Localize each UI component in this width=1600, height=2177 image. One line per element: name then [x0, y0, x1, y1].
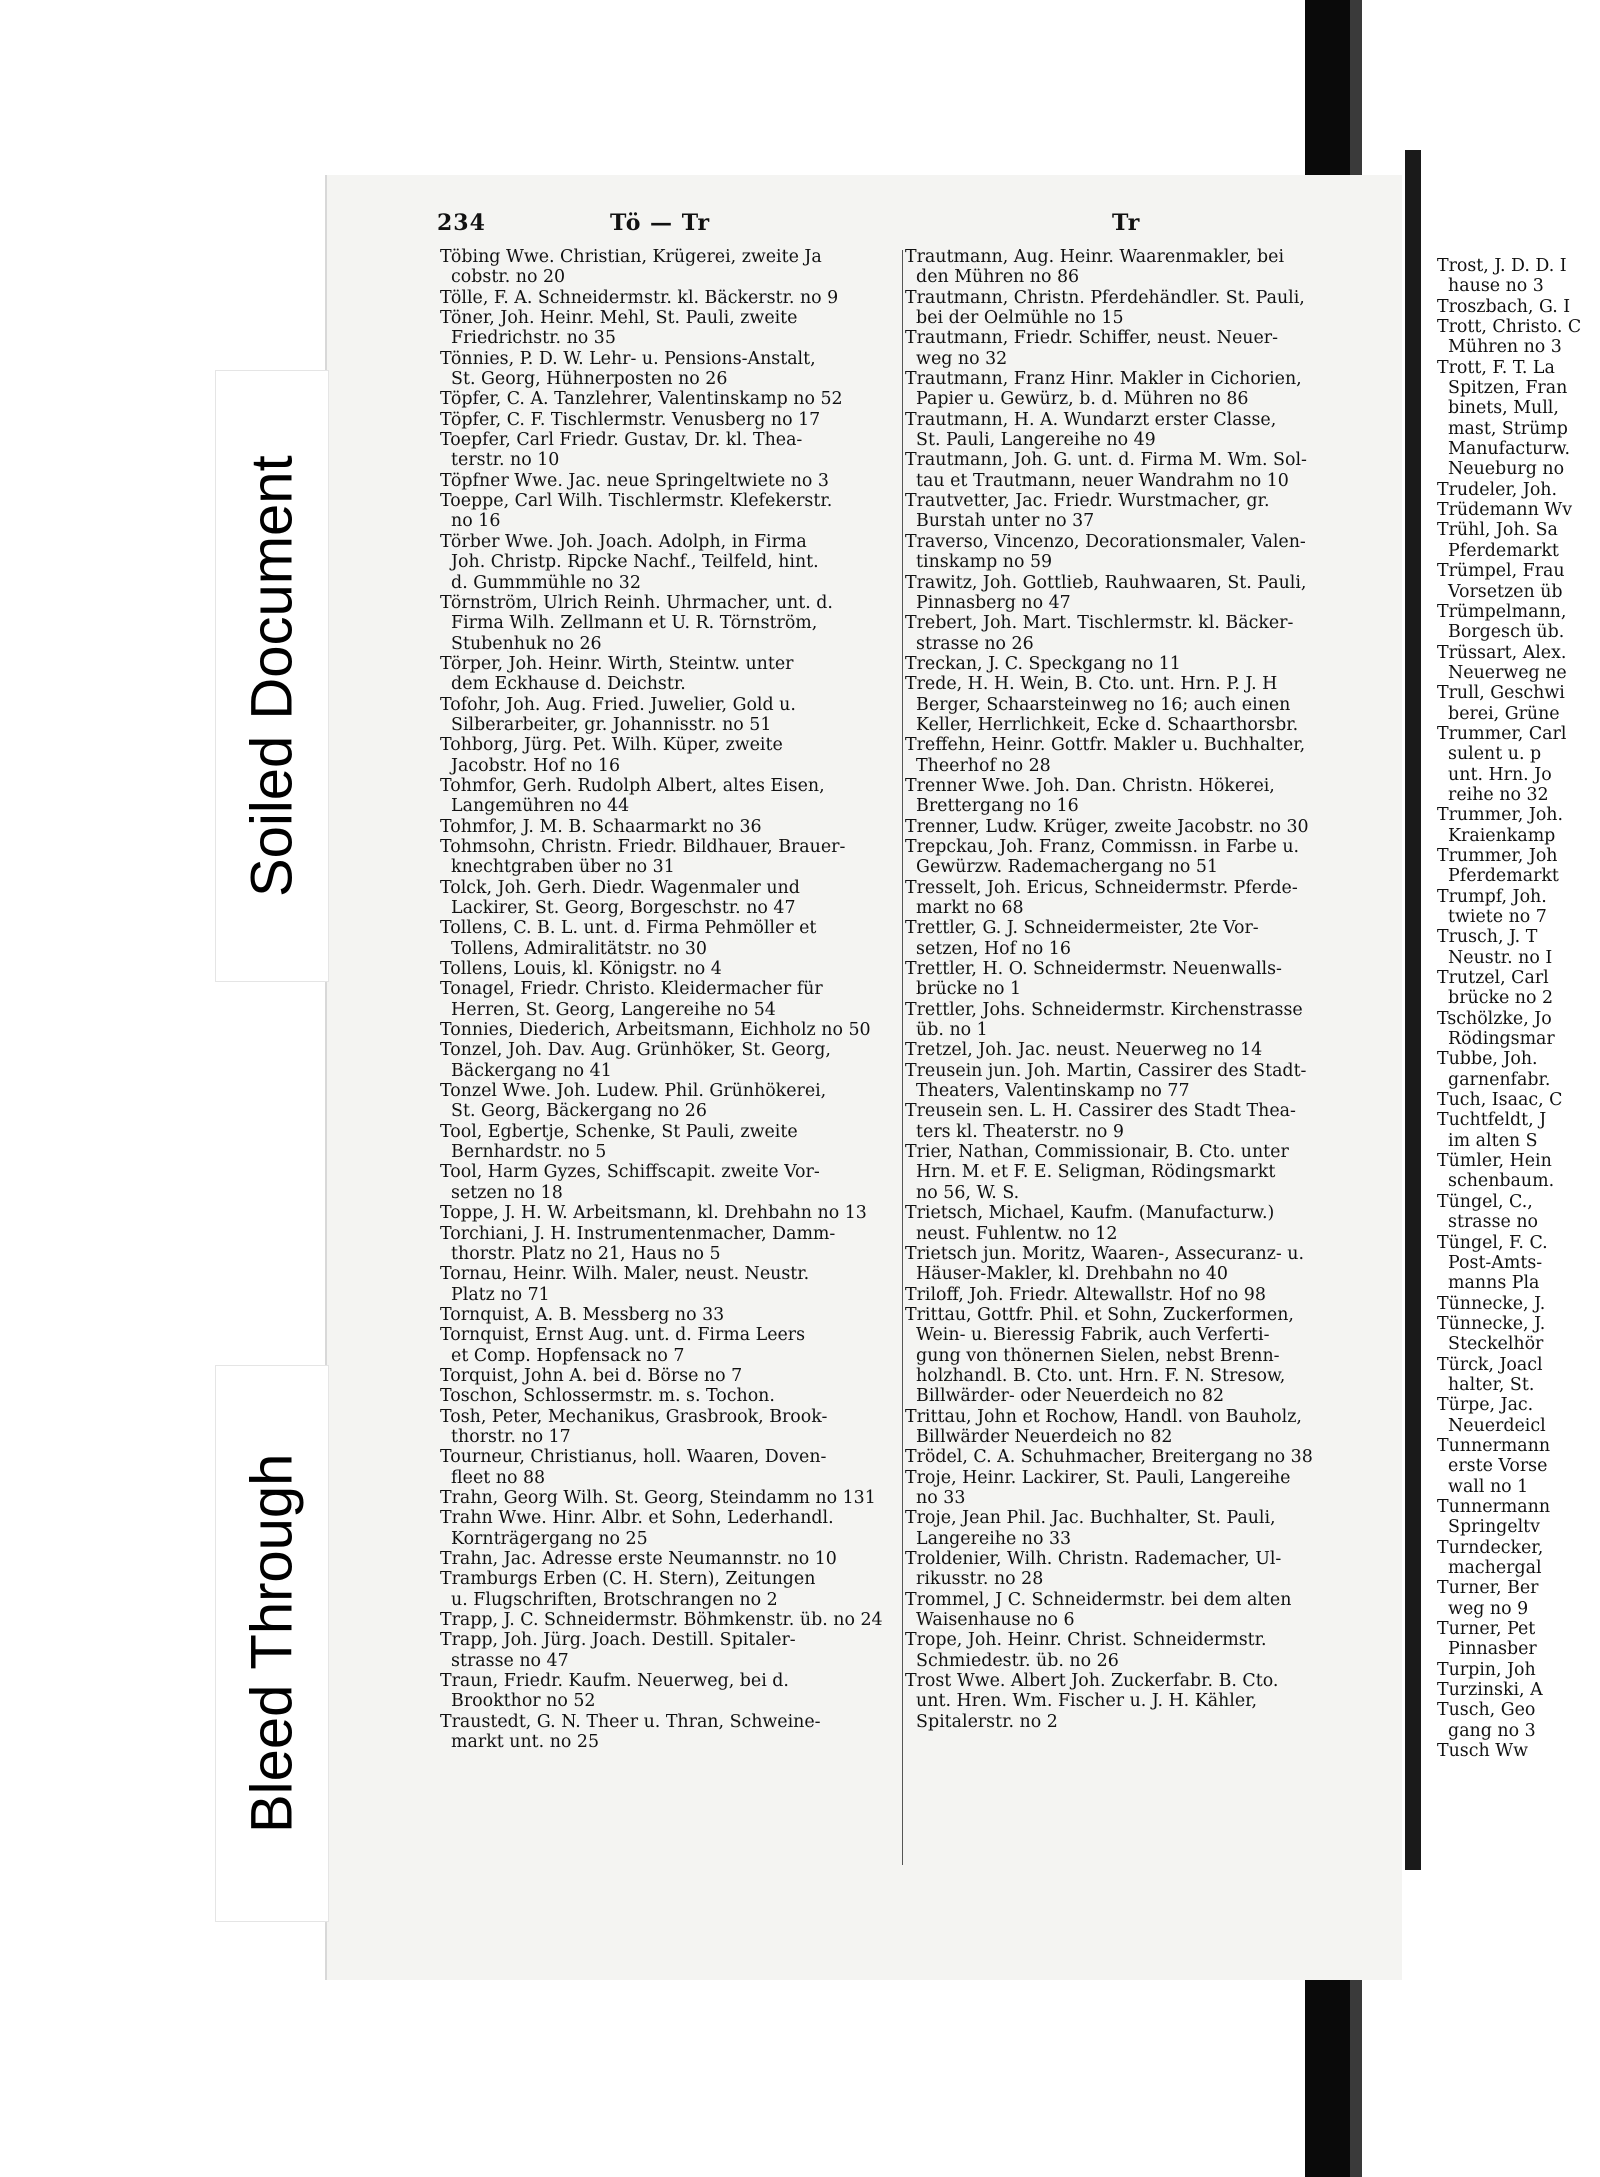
directory-entry-line: Tusch, Geo — [1437, 1700, 1536, 1721]
directory-entry-line: Tollens, Louis, kl. Königstr. no 4 — [440, 959, 722, 980]
directory-entry-line: St. Georg, Bäckergang no 26 — [440, 1101, 707, 1122]
directory-entry-line: Häuser-Makler, kl. Drehbahn no 40 — [905, 1264, 1228, 1285]
directory-entry-line: Neueburg no — [1437, 459, 1565, 480]
directory-entry-line: Tuch, Isaac, C — [1437, 1090, 1563, 1111]
directory-entry-line: Trier, Nathan, Commissionair, B. Cto. unter — [905, 1142, 1289, 1163]
directory-entry-line: Tonnies, Diederich, Arbeitsmann, Eichholz no 50 — [440, 1020, 871, 1041]
directory-entry-line: Stubenhuk no 26 — [440, 633, 602, 654]
directory-entry-line: Trautmann, Friedr. Schiffer, neust. Neuer- — [905, 328, 1278, 349]
directory-entry-line: et Comp. Hopfensack no 7 — [440, 1345, 685, 1366]
directory-entry-line: Tonagel, Friedr. Christo. Kleidermacher für — [440, 979, 823, 1000]
directory-entry-line: Keller, Herrlichkeit, Ecke d. Schaarthorsbr. — [905, 714, 1299, 735]
directory-entry-line: Papier u. Gewürz, b. d. Mühren no 86 — [905, 389, 1249, 410]
directory-entry-line: Tölle, F. A. Schneidermstr. kl. Bäckerstr. no 9 — [440, 287, 839, 308]
directory-entry-line: Trenner, Ludw. Krüger, zweite Jacobstr. no 30 — [905, 816, 1309, 837]
directory-entry-line: Trummer, Joh. — [1437, 805, 1564, 826]
directory-entry-line: Tohmfor, J. M. B. Schaarmarkt no 36 — [440, 816, 762, 837]
directory-entry-line: cobstr. no 20 — [440, 267, 566, 288]
directory-entry-line: Trost, J. D. D. I — [1437, 256, 1567, 276]
directory-entry-line: Tschölzke, Jo — [1437, 1008, 1552, 1029]
directory-entry-line: Töbing Wwe. Christian, Krügerei, zweite Ja — [440, 247, 822, 267]
directory-entry-line: schenbaum. — [1437, 1171, 1555, 1192]
directory-entry-line: Traverso, Vincenzo, Decorationsmaler, Valen- — [905, 531, 1306, 552]
directory-entry-line: Post-Amts- — [1437, 1252, 1543, 1273]
directory-entry-line: strasse no 47 — [440, 1650, 569, 1671]
right-column-entries — [1437, 256, 1600, 1761]
directory-entry-line: rikusstr. no 28 — [905, 1569, 1044, 1590]
directory-entry-line: Trope, Joh. Heinr. Christ. Schneidermstr. — [905, 1630, 1267, 1651]
directory-entry-line: Trittau, Gottfr. Phil. et Sohn, Zuckerformen, — [905, 1304, 1294, 1325]
directory-entry-line: Tunnermann — [1437, 1435, 1551, 1456]
directory-entry-line: Trietsch jun. Moritz, Waaren-, Assecuranz- u. — [905, 1243, 1305, 1264]
directory-entry-line: Tunnermann — [1437, 1496, 1551, 1517]
left-running-head: Tö — Tr — [610, 210, 711, 236]
directory-entry-line: erste Vorse — [1437, 1456, 1548, 1477]
directory-entry-line: markt no 68 — [905, 898, 1024, 918]
directory-entry-line: Trummer, Carl — [1437, 723, 1567, 744]
directory-entry-line: thorstr. Platz no 21, Haus no 5 — [440, 1243, 721, 1264]
directory-entry-line: im alten S — [1437, 1130, 1538, 1151]
directory-entry-line: Triloff, Joh. Friedr. Altewallstr. Hof no 98 — [905, 1284, 1266, 1305]
directory-entry-line: Trettler, G. J. Schneidermeister, 2te Vor- — [905, 918, 1259, 939]
directory-entry-line: Tümler, Hein — [1437, 1151, 1552, 1172]
directory-entry-line: Tollens, C. B. L. unt. d. Firma Pehmöller et — [440, 918, 817, 939]
directory-entry-line: Trott, Christo. C — [1437, 317, 1582, 338]
directory-entry-line: brücke no 2 — [1437, 988, 1554, 1009]
directory-entry-line: Toepfer, Carl Friedr. Gustav, Dr. kl. Thea- — [440, 430, 803, 451]
directory-entry-line: Trommel, J C. Schneidermstr. bei dem alten — [905, 1589, 1292, 1610]
directory-entry-line: Tornquist, A. B. Messberg no 33 — [440, 1304, 725, 1325]
directory-entry-line: gung von thönernen Sielen, nebst Brenn- — [905, 1345, 1280, 1366]
directory-entry-line: Spitalerstr. no 2 — [905, 1711, 1058, 1732]
directory-entry-line: Billwärder Neuerdeich no 82 — [905, 1426, 1173, 1447]
directory-entry-line: mast, Strümp — [1437, 418, 1568, 439]
directory-entry-line: Troje, Jean Phil. Jac. Buchhalter, St. Pauli, — [905, 1508, 1276, 1529]
directory-entry-line: Trepckau, Joh. Franz, Commissn. in Farbe u. — [905, 836, 1300, 857]
directory-entry-line: Friedrichstr. no 35 — [440, 328, 616, 349]
directory-entry-line: Turndecker, — [1437, 1537, 1544, 1558]
directory-entry-line: thorstr. no 17 — [440, 1426, 571, 1447]
directory-entry-line: Bernhardstr. no 5 — [440, 1142, 607, 1163]
directory-entry-line: Langemühren no 44 — [440, 796, 630, 817]
directory-entry-line: no 16 — [440, 511, 501, 532]
directory-entry-line: tinskamp no 59 — [905, 552, 1053, 573]
directory-entry-line: hause no 3 — [1437, 276, 1544, 297]
directory-entry-line: Toeppe, Carl Wilh. Tischlermstr. Klefekerstr. — [440, 491, 833, 512]
directory-entry-line: no 56, W. S. — [905, 1182, 1020, 1203]
directory-entry-line: Töpfer, C. F. Tischlermstr. Venusberg no 17 — [440, 409, 821, 430]
directory-entry-line: Joh. Christp. Ripcke Nachf., Teilfeld, hint. — [440, 552, 819, 573]
directory-entry-line: Trumpf, Joh. — [1437, 886, 1547, 907]
directory-entry-line: setzen no 18 — [440, 1182, 563, 1203]
directory-entry-line: Trümpel, Frau — [1437, 561, 1565, 582]
directory-entry-line: Tonzel Wwe. Joh. Ludew. Phil. Grünhökerei, — [440, 1081, 827, 1102]
directory-entry-line: Traun, Friedr. Kaufm. Neuerweg, bei d. — [440, 1671, 789, 1692]
directory-entry-line: setzen, Hof no 16 — [905, 938, 1071, 959]
directory-entry-line: Tubbe, Joh. — [1437, 1049, 1538, 1070]
right-running-head: Tr — [1112, 210, 1141, 236]
directory-entry-line: Trettler, Johs. Schneidermstr. Kirchenstrasse — [905, 999, 1303, 1020]
directory-entry-line: brücke no 1 — [905, 979, 1022, 1000]
directory-entry-line: strasse no — [1437, 1212, 1538, 1233]
directory-entry-line: ters kl. Theaterstr. no 9 — [905, 1121, 1124, 1142]
directory-entry-line: twiete no 7 — [1437, 907, 1547, 927]
directory-entry-line: Bäckergang no 41 — [440, 1060, 612, 1081]
directory-entry-line: Türpe, Jac. — [1437, 1395, 1534, 1416]
soiled-document-text: Soiled Document — [239, 455, 305, 897]
directory-entry-line: Tofohr, Joh. Aug. Fried. Juwelier, Gold u. — [440, 694, 796, 715]
directory-entry-line: Tool, Harm Gyzes, Schiffscapit. zweite Vor- — [440, 1162, 820, 1183]
directory-entry-line: Tüngel, F. C. — [1437, 1232, 1548, 1253]
directory-entry-line: bei der Oelmühle no 15 — [905, 308, 1124, 329]
directory-entry-line: Trüdemann Wv — [1437, 500, 1573, 521]
directory-entry-line: Lackirer, St. Georg, Borgeschstr. no 47 — [440, 898, 796, 918]
directory-entry-line: Turner, Pet — [1437, 1619, 1536, 1640]
directory-entry-line: Trapp, J. C. Schneidermstr. Böhmkenstr. üb. no 24 — [440, 1610, 883, 1631]
directory-entry-line: d. Gummmühle no 32 — [440, 572, 641, 593]
directory-entry-line: Tüngel, C., — [1437, 1191, 1533, 1212]
directory-entry-line: Tramburgs Erben (C. H. Stern), Zeitungen — [440, 1569, 816, 1590]
directory-entry-line: sulent u. p — [1437, 744, 1542, 765]
directory-entry-line: Troje, Heinr. Lackirer, St. Pauli, Langereihe — [905, 1467, 1291, 1488]
directory-entry-line: Torchiani, J. H. Instrumentenmacher, Damm- — [440, 1223, 836, 1244]
directory-entry-line: Trittau, John et Rochow, Handl. von Bauholz, — [905, 1406, 1302, 1427]
directory-entry-line: Trautmann, Christn. Pferdehändler. St. Pauli, — [905, 287, 1305, 308]
directory-entry-line: dem Eckhause d. Deichstr. — [440, 674, 686, 695]
directory-entry-line: Trott, F. T. La — [1437, 357, 1555, 378]
directory-entry-line: Spitzen, Fran — [1437, 378, 1568, 399]
bleed-through-label — [215, 1365, 329, 1922]
directory-entry-line: Mühren no 3 — [1437, 337, 1562, 358]
directory-entry-line: halter, St. — [1437, 1374, 1535, 1395]
directory-entry-line: Springeltv — [1437, 1517, 1540, 1538]
directory-entry-line: üb. no 1 — [905, 1020, 988, 1041]
directory-entry-line: manns Pla — [1437, 1273, 1540, 1294]
directory-entry-line: Theerhof no 28 — [905, 755, 1051, 776]
directory-entry-line: Tünnecke, J. — [1437, 1313, 1546, 1334]
directory-entry-line: unt. Hren. Wm. Fischer u. J. H. Kähler, — [905, 1691, 1258, 1712]
directory-entry-line: den Mühren no 86 — [905, 267, 1080, 288]
bleed-through-text: Bleed Through — [239, 1453, 305, 1834]
directory-entry-line: Tosh, Peter, Mechanikus, Grasbrook, Brook- — [440, 1406, 828, 1427]
directory-entry-line: Steckelhör — [1437, 1334, 1544, 1355]
directory-entry-line: Waisenhause no 6 — [905, 1610, 1075, 1631]
directory-entry-line: markt unt. no 25 — [440, 1732, 600, 1753]
directory-entry-line: Hrn. M. et F. E. Seligman, Rödingsmarkt — [905, 1162, 1276, 1183]
directory-entry-line: Pinnasber — [1437, 1639, 1537, 1660]
directory-entry-line: Tönnies, P. D. W. Lehr- u. Pensions-Anstalt, — [440, 348, 816, 369]
directory-entry-line: Tretzel, Joh. Jac. neust. Neuerweg no 14 — [905, 1040, 1263, 1061]
directory-entry-line: Silberarbeiter, gr. Johannisstr. no 51 — [440, 714, 772, 735]
directory-entry-line: Tourneur, Christianus, holl. Waaren, Doven- — [440, 1447, 827, 1468]
directory-entry-line: Trudeler, Joh. — [1437, 479, 1558, 500]
directory-entry-line: no 33 — [905, 1487, 966, 1508]
page-number: 234 — [437, 210, 486, 236]
directory-entry-line: Treusein sen. L. H. Cassirer des Stadt Thea- — [905, 1101, 1296, 1122]
directory-entry-line: terstr. no 10 — [440, 450, 560, 471]
directory-entry-line: Törper, Joh. Heinr. Wirth, Steintw. unter — [440, 653, 794, 674]
directory-entry-line: unt. Hrn. Jo — [1437, 764, 1552, 785]
directory-entry-line: Tonzel, Joh. Dav. Aug. Grünhöker, St. Georg, — [440, 1040, 831, 1061]
directory-entry-line: Trühl, Joh. Sa — [1437, 520, 1558, 541]
directory-entry-line: Trautvetter, Jac. Friedr. Wurstmacher, gr. — [905, 491, 1270, 512]
left-column-entries — [440, 247, 910, 1752]
directory-entry-line: strasse no 26 — [905, 633, 1034, 654]
directory-entry-line: reihe no 32 — [1437, 784, 1549, 805]
directory-entry-line: weg no 9 — [1437, 1598, 1529, 1619]
middle-column-entries — [905, 247, 1360, 1732]
directory-entry-line: Troszbach, G. I — [1437, 296, 1571, 317]
directory-entry-line: Wein- u. Bieressig Fabrik, auch Verferti- — [905, 1325, 1270, 1346]
directory-entry-line: Neustr. no I — [1437, 947, 1553, 968]
soiled-document-label — [215, 370, 329, 982]
directory-entry-line: Neuerweg ne — [1437, 662, 1567, 683]
directory-entry-line: Kraienkamp — [1437, 825, 1556, 846]
directory-entry-line: Trahn Wwe. Hinr. Albr. et Sohn, Lederhandl. — [440, 1508, 834, 1529]
directory-entry-line: Trüssart, Alex. — [1437, 642, 1567, 663]
directory-entry-line: Rödingsmar — [1437, 1029, 1555, 1050]
directory-entry-line: Jacobstr. Hof no 16 — [440, 755, 621, 776]
directory-entry-line: Berger, Schaarsteinweg no 16; auch einen — [905, 694, 1291, 715]
directory-entry-line: Tuchtfeldt, J — [1437, 1110, 1547, 1131]
directory-entry-line: Pinnasberg no 47 — [905, 592, 1071, 613]
directory-entry-line: fleet no 88 — [440, 1467, 546, 1488]
directory-entry-line: Torquist, John A. bei d. Börse no 7 — [440, 1365, 743, 1386]
directory-entry-line: Traustedt, G. N. Theer u. Thran, Schweine- — [440, 1711, 821, 1732]
directory-entry-line: Theaters, Valentinskamp no 77 — [905, 1081, 1190, 1102]
directory-entry-line: Trede, H. H. Wein, B. Cto. unt. Hrn. P. J. H — [905, 674, 1278, 695]
directory-entry-line: St. Pauli, Langereihe no 49 — [905, 430, 1156, 451]
directory-entry-line: Tollens, Admiralitätstr. no 30 — [440, 938, 707, 959]
directory-entry-line: holzhandl. B. Cto. unt. Hrn. F. N. Stresow, — [905, 1365, 1286, 1386]
directory-entry-line: garnenfabr. — [1437, 1069, 1551, 1090]
directory-entry-line: gang no 3 — [1437, 1720, 1536, 1741]
directory-entry-line: St. Georg, Hühnerposten no 26 — [440, 369, 728, 390]
directory-entry-line: Trawitz, Joh. Gottlieb, Rauhwaaren, St. Pauli, — [905, 572, 1307, 593]
directory-entry-line: Schmiedestr. üb. no 26 — [905, 1650, 1119, 1671]
directory-entry-line: Trautmann, Aug. Heinr. Waarenmakler, bei — [905, 247, 1285, 267]
directory-entry-line: Herren, St. Georg, Langereihe no 54 — [440, 999, 776, 1020]
directory-entry-line: Törnström, Ulrich Reinh. Uhrmacher, unt. d. — [440, 592, 833, 613]
directory-entry-line: neust. Fuhlentw. no 12 — [905, 1223, 1118, 1244]
directory-entry-line: Treckan, J. C. Speckgang no 11 — [905, 653, 1181, 674]
directory-entry-line: Burstah unter no 37 — [905, 511, 1095, 532]
directory-entry-line: Pferdemarkt — [1437, 540, 1559, 561]
directory-entry-line: Borgesch üb. — [1437, 622, 1565, 643]
directory-entry-line: berei, Grüne — [1437, 703, 1560, 724]
directory-entry-line: wall no 1 — [1437, 1476, 1529, 1497]
directory-entry-line: Toschon, Schlossermstr. m. s. Tochon. — [440, 1386, 775, 1407]
directory-entry-line: machergal — [1437, 1558, 1542, 1578]
directory-entry-line: weg no 32 — [905, 348, 1008, 369]
directory-entry-line: Trietsch, Michael, Kaufm. (Manufacturw.) — [905, 1203, 1275, 1224]
directory-entry-line: Tusch Ww — [1437, 1741, 1528, 1762]
directory-entry-line: tau et Trautmann, neuer Wandrahm no 10 — [905, 470, 1289, 491]
directory-entry-line: u. Flugschriften, Brotschrangen no 2 — [440, 1589, 778, 1610]
directory-entry-line: Trenner Wwe. Joh. Dan. Christn. Hökerei, — [905, 775, 1275, 796]
directory-entry-line: Tohmfor, Gerh. Rudolph Albert, altes Eisen, — [440, 775, 825, 796]
directory-entry-line: Trost Wwe. Albert Joh. Zuckerfabr. B. Cto. — [905, 1671, 1279, 1692]
directory-entry-line: Neuerdeicl — [1437, 1415, 1546, 1436]
directory-entry-line: Türck, Joacl — [1437, 1354, 1543, 1375]
directory-entry-line: Tohmsohn, Christn. Friedr. Bildhauer, Brauer- — [440, 836, 846, 857]
directory-entry-line: Trettler, H. O. Schneidermstr. Neuenwalls- — [905, 959, 1282, 980]
directory-entry-line: Platz no 71 — [440, 1284, 550, 1305]
directory-entry-line: Trahn, Jac. Adresse erste Neumannstr. no 10 — [440, 1549, 837, 1569]
directory-entry-line: Trebert, Joh. Mart. Tischlermstr. kl. Bäcker- — [905, 613, 1294, 634]
directory-entry-line: Manufacturw. — [1437, 439, 1571, 460]
directory-entry-line: Tünnecke, J. — [1437, 1293, 1546, 1314]
directory-entry-line: Tresselt, Joh. Ericus, Schneidermstr. Pferde- — [905, 877, 1298, 898]
directory-entry-line: Billwärder- oder Neuerdeich no 82 — [905, 1386, 1225, 1407]
directory-entry-line: Trummer, Joh — [1437, 845, 1558, 866]
directory-entry-line: Trull, Geschwi — [1437, 683, 1565, 704]
directory-entry-line: Firma Wilh. Zellmann et U. R. Törnström, — [440, 613, 818, 634]
directory-entry-line: binets, Mull, — [1437, 398, 1559, 419]
directory-entry-line: Töner, Joh. Heinr. Mehl, St. Pauli, zweite — [440, 308, 798, 329]
directory-entry-line: Vorsetzen üb — [1437, 581, 1563, 602]
book-spine-gutter — [1405, 150, 1421, 1870]
directory-entry-line: Töpfer, C. A. Tanzlehrer, Valentinskamp no 52 — [440, 389, 843, 410]
directory-entry-line: Tool, Egbertje, Schenke, St Pauli, zweite — [440, 1121, 798, 1142]
directory-entry-line: Tornau, Heinr. Wilh. Maler, neust. Neustr. — [440, 1264, 810, 1285]
directory-entry-line: knechtgraben über no 31 — [440, 857, 675, 878]
directory-entry-line: Turzinski, A — [1437, 1680, 1543, 1701]
directory-entry-line: Trahn, Georg Wilh. St. Georg, Steindamm no 131 — [440, 1487, 876, 1508]
directory-entry-line: Troldenier, Wilh. Christn. Rademacher, Ul- — [905, 1549, 1282, 1569]
directory-entry-line: Langereihe no 33 — [905, 1528, 1072, 1549]
directory-entry-line: Gewürzw. Rademachergang no 51 — [905, 857, 1219, 878]
directory-entry-line: Turpin, Joh — [1437, 1659, 1536, 1680]
directory-entry-line: Turner, Ber — [1437, 1578, 1539, 1599]
directory-entry-line: Trödel, C. A. Schuhmacher, Breitergang no 38 — [905, 1447, 1313, 1468]
directory-entry-line: Kornträgergang no 25 — [440, 1528, 648, 1549]
directory-entry-line: Brettergang no 16 — [905, 796, 1079, 817]
directory-entry-line: Trapp, Joh. Jürg. Joach. Destill. Spitaler- — [440, 1630, 796, 1651]
directory-entry-line: Trusch, J. T — [1437, 927, 1538, 948]
directory-entry-line: Tornquist, Ernst Aug. unt. d. Firma Leers — [440, 1325, 806, 1346]
directory-entry-line: Brookthor no 52 — [440, 1691, 596, 1712]
directory-entry-line: Trautmann, Franz Hinr. Makler in Cichorien, — [905, 369, 1302, 390]
directory-entry-line: Trümpelmann, — [1437, 601, 1567, 622]
directory-entry-line: Trutzel, Carl — [1437, 968, 1549, 989]
directory-entry-line: Törber Wwe. Joh. Joach. Adolph, in Firma — [440, 531, 807, 552]
directory-entry-line: Treffehn, Heinr. Gottfr. Makler u. Buchhalter, — [905, 735, 1306, 756]
directory-entry-line: Treusein jun. Joh. Martin, Cassirer des Stadt- — [905, 1060, 1307, 1081]
directory-entry-line: Pferdemarkt — [1437, 866, 1559, 887]
directory-entry-line: Toppe, J. H. W. Arbeitsmann, kl. Drehbahn no 13 — [440, 1203, 867, 1224]
directory-entry-line: Trautmann, Joh. G. unt. d. Firma M. Wm. Sol- — [905, 450, 1307, 471]
directory-entry-line: Töpfner Wwe. Jac. neue Springeltwiete no 3 — [440, 470, 829, 491]
directory-entry-line: Trautmann, H. A. Wundarzt erster Classe, — [905, 409, 1277, 430]
directory-entry-line: Tohborg, Jürg. Pet. Wilh. Küper, zweite — [440, 735, 783, 756]
directory-entry-line: Tolck, Joh. Gerh. Diedr. Wagenmaler und — [440, 877, 800, 898]
